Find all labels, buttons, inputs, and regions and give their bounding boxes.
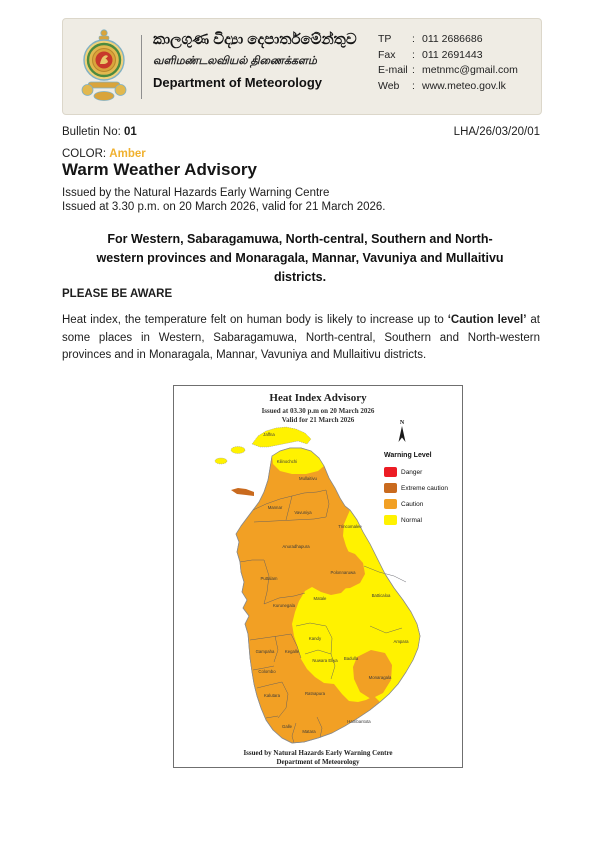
legend-title: Warning Level (384, 452, 432, 459)
bulletin-value: 01 (124, 126, 137, 138)
dept-title-sinhala: කාලගුණ විද්‍යා දෙපාර්තමේන්තුව (153, 31, 357, 48)
aware-heading: PLEASE BE AWARE (62, 288, 173, 300)
legend-swatch (384, 515, 397, 525)
district-label: Monaragala (368, 675, 392, 680)
district-label: Hambantota (347, 719, 371, 724)
advisory-body-paragraph (62, 312, 540, 365)
legend-swatch (384, 467, 397, 477)
district-label: Nuwara Eliya (312, 658, 338, 663)
contact-row: E-mail : metnmc@gmail.com (378, 64, 518, 76)
district-label: Ampara (393, 639, 409, 644)
legend-label: Normal (401, 516, 422, 524)
color-label: COLOR: (62, 148, 110, 160)
district-label: Kilinochchi (276, 459, 298, 464)
legend-swatch (384, 499, 397, 509)
issued-at-line: Issued at 3.30 p.m. on 20 March 2026, valid for 21 March 2026. (62, 201, 386, 213)
map-title: Heat Index Advisory (269, 392, 367, 404)
body-text-bold: ‘Caution level’ (447, 314, 527, 326)
legend-swatch (384, 483, 397, 493)
islet (231, 447, 245, 454)
legend-label: Extreme caution (401, 484, 448, 492)
bulletin-number (62, 126, 137, 138)
district-label: Matale (313, 596, 327, 601)
district-label: Kalutara (263, 693, 281, 698)
contact-row: TP : 011 2686686 (378, 33, 483, 45)
dept-title-english: Department of Meteorology (153, 75, 323, 90)
dept-title-tamil: வளிமண்டலவியல் திணைக்களம் (153, 55, 317, 67)
district-label: Kandy (308, 636, 322, 641)
islet (215, 458, 227, 464)
bulletin-reference: LHA/26/03/20/01 (453, 126, 540, 138)
district-label: Trincomalee (338, 524, 362, 529)
color-status-row (62, 148, 146, 160)
district-label: Kurunegala (273, 603, 295, 608)
sri-lanka-emblem-logo (79, 27, 129, 105)
map-subtitle-valid: Valid for 21 March 2026 (281, 416, 355, 424)
district-label: Mannar (267, 505, 283, 510)
district-label: Jaffna (263, 432, 275, 437)
warning-level-legend (384, 452, 448, 531)
north-label: N (399, 420, 405, 426)
map-footer-line2: Department of Meteorology (276, 758, 360, 766)
district-label: Ratnapura (304, 691, 326, 696)
contact-row: Fax : 011 2691443 (378, 48, 483, 61)
issued-by-line: Issued by the Natural Hazards Early Warning Centre (62, 187, 330, 199)
district-label: Colombo (258, 669, 276, 674)
legend-label: Caution (401, 500, 424, 508)
page-title: Warm Weather Advisory (62, 160, 257, 179)
sri-lanka-district-map (174, 386, 462, 767)
extreme-region-mannar-island (231, 488, 254, 496)
district-label: Gampaha (255, 649, 275, 654)
district-label: Galle (281, 724, 293, 729)
header-divider (141, 35, 142, 99)
district-label: Vavuniya (294, 510, 312, 515)
north-arrow-icon (397, 426, 407, 443)
map-subtitle-issued: Issued at 03.30 p.m on 20 March 2026 (261, 407, 375, 415)
district-label: Anuradhapura (282, 544, 310, 549)
body-text-pre: Heat index, the temperature felt on human body is likely to increase up to (62, 314, 448, 326)
contact-info (378, 32, 518, 94)
legend-item (384, 483, 448, 493)
district-label: Badulla (343, 656, 359, 661)
district-label: Mullaitivu (299, 476, 317, 481)
north-arrow (394, 420, 410, 448)
color-value-amber: Amber (109, 148, 146, 160)
jaffna-peninsula (252, 427, 311, 447)
district-label: Kegalle (284, 649, 300, 654)
legend-item (384, 467, 448, 477)
map-footer-line1: Issued by Natural Hazards Early Warning Centre (243, 749, 393, 757)
district-label: Puttalam (260, 576, 278, 581)
district-label: Batticaloa (371, 593, 391, 598)
legend-label: Danger (401, 468, 423, 476)
heat-index-map (173, 385, 463, 768)
district-label: Polonnaruwa (330, 570, 356, 575)
target-areas-paragraph: For Western, Sabaragamuwa, North-central, Southern and North-western provinces and Monaragala, Mannar, Vavuniya and Mullaitivu districts. (96, 232, 504, 284)
legend-item (384, 499, 448, 509)
letterhead (62, 18, 542, 115)
body-text-post: at some places in Western, Sabaragamuwa, North-central, Southern and North-western provinces and in Monaragala, Mannar, Vavuniya and Mullaitivu districts. (62, 314, 540, 361)
district-label: Matara (302, 729, 316, 734)
contact-row: Web : www.meteo.gov.lk (378, 79, 506, 92)
bulletin-label: Bulletin No: (62, 126, 125, 138)
legend-item (384, 515, 448, 525)
